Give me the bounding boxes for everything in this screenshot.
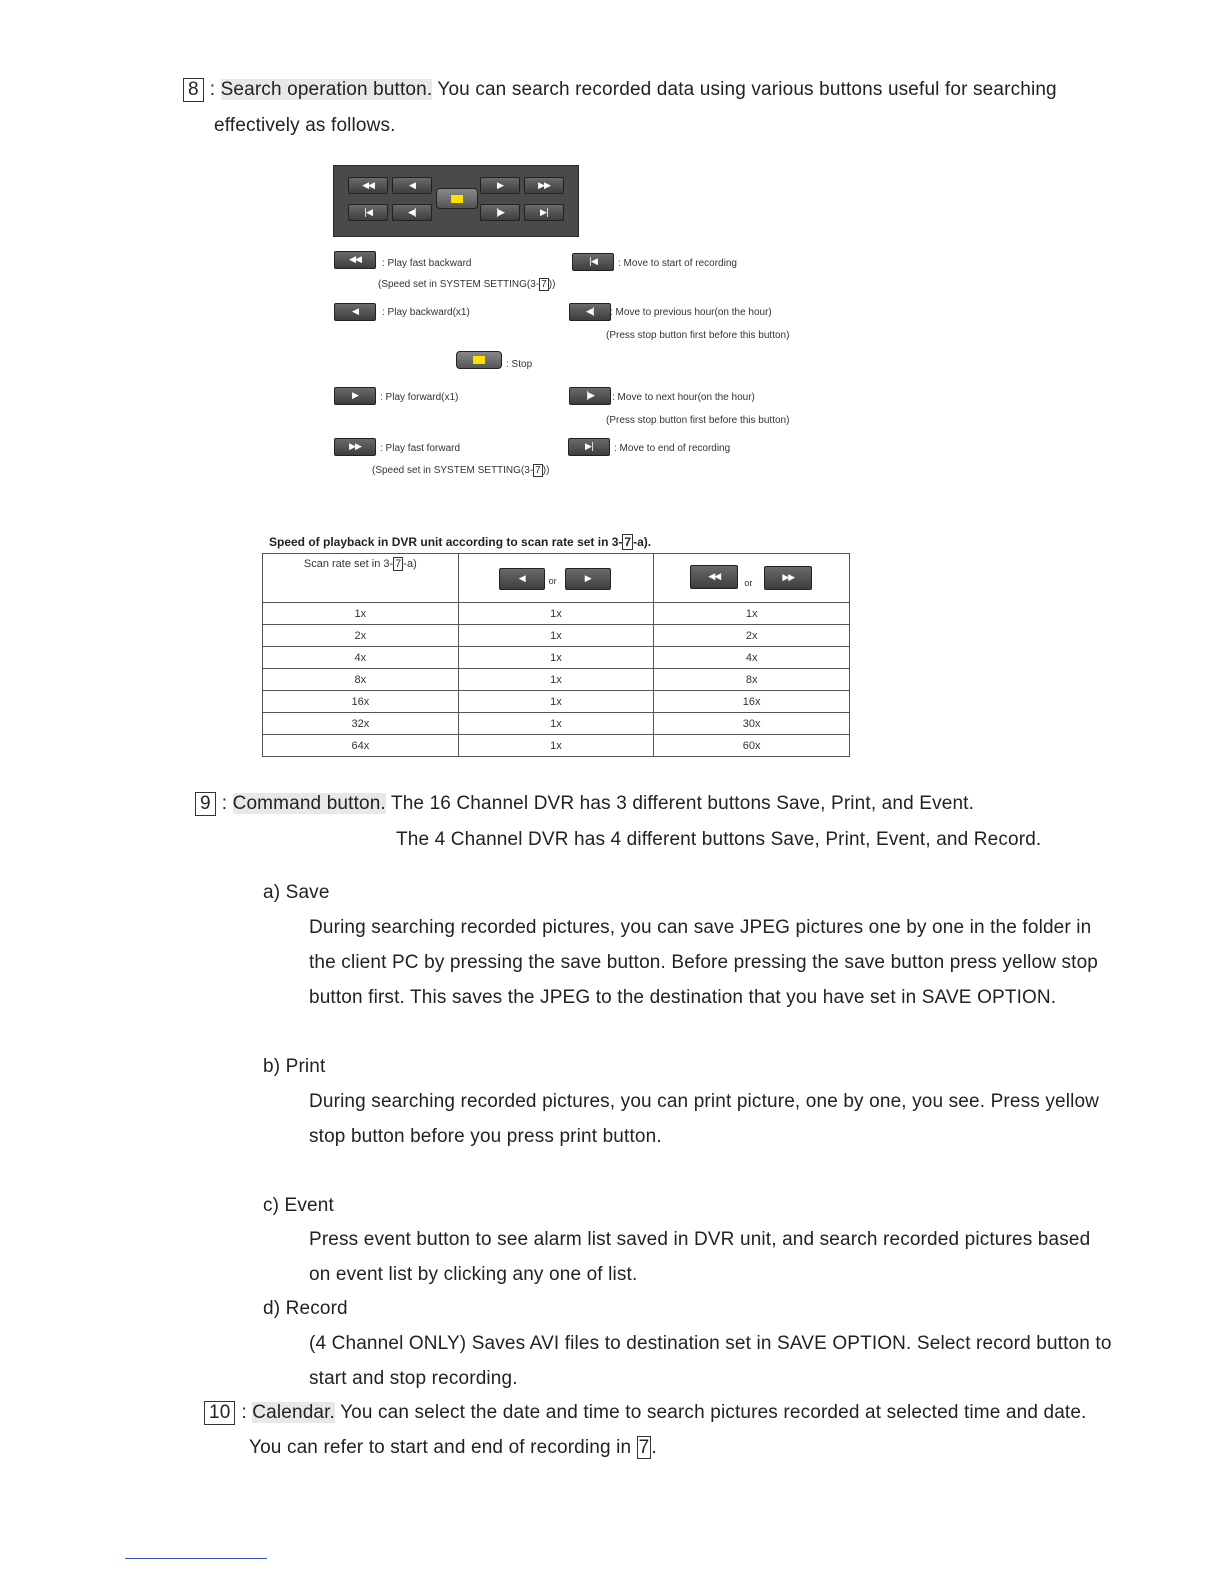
legend-fast-forward-note-end: )): [542, 465, 550, 476]
speed-table-caption: [269, 535, 651, 549]
legend-fast-forward-note-text: (Speed set in SYSTEM SETTING(3-: [372, 465, 534, 476]
footnote-divider: [125, 1558, 267, 1559]
table-cell: 2x: [654, 625, 850, 647]
table-cell: 1x: [654, 603, 850, 625]
item10-number: 10: [204, 1401, 235, 1425]
fast-forward-icon[interactable]: ▶▶: [524, 177, 564, 194]
legend-fast-forward-icon: ▶▶: [334, 438, 376, 456]
print-line: During searching recorded pictures, you can print picture, one by one, you see. Press yellow: [309, 1091, 1100, 1112]
item8-line1: 8 : Search operation button. You can search recorded data using various buttons useful for searching: [183, 72, 1057, 107]
legend-fast-backward: : Play fast backward: [382, 258, 472, 269]
table-cell: 8x: [654, 669, 850, 691]
table-cell: 16x: [263, 691, 459, 713]
legend-go-start-icon: |◀: [572, 253, 614, 271]
table-cell: 60x: [654, 735, 850, 757]
legend-next-hour-note: (Press stop button first before this button): [606, 415, 790, 426]
table-cell: 8x: [263, 669, 459, 691]
table-cell: 64x: [263, 735, 459, 757]
save-line: the client PC by pressing the save button. Before pressing the save button press yellow stop: [309, 952, 1099, 973]
table-cell: 32x: [263, 713, 459, 735]
legend-fast-forward-note: [372, 465, 549, 476]
header-fast-play: [654, 554, 850, 603]
header-play-forward-icon: ▶: [565, 568, 611, 590]
legend-fast-backward-note: [378, 279, 555, 290]
table-cell: 1x: [263, 603, 459, 625]
header-normal-play: [458, 554, 654, 603]
legend-prev-hour-icon: ◀|: [569, 303, 611, 321]
event-line: on event list by clicking any one of list.: [309, 1264, 638, 1285]
legend-backward: : Play backward(x1): [382, 307, 470, 318]
record-line: (4 Channel ONLY) Saves AVI files to destination set in SAVE OPTION. Select record button to: [309, 1333, 1112, 1354]
item10-line1: 10 : Calendar. You can select the date and time to search pictures recorded at selected time and date.: [204, 1395, 1086, 1430]
legend-play-forward-icon: ▶: [334, 387, 376, 405]
header-or-2: or: [744, 578, 753, 588]
table-cell: 1x: [458, 603, 654, 625]
item9-line1: 9 : Command button. The 16 Channel DVR has 3 different buttons Save, Print, and Event.: [195, 786, 974, 821]
item10-line2: [249, 1430, 657, 1465]
table-row: [263, 647, 850, 669]
table-row: [263, 735, 850, 757]
legend-stop-icon: [456, 351, 502, 369]
item9-number: 9: [195, 792, 216, 816]
prev-hour-icon[interactable]: ◀|: [392, 204, 432, 221]
rewind-icon[interactable]: ◀◀: [348, 177, 388, 194]
item9-title: Command button.: [232, 793, 386, 814]
header-text: Scan rate set in 3-: [303, 558, 394, 570]
table-row: [263, 669, 850, 691]
table-cell: 1x: [458, 625, 654, 647]
save-line: During searching recorded pictures, you can save JPEG pictures one by one in the folder in: [309, 917, 1092, 938]
legend-go-end-icon: ▶|: [568, 438, 610, 456]
table-cell: 1x: [458, 713, 654, 735]
item10-text: You can select the date and time to search pictures recorded at selected time and date.: [340, 1402, 1087, 1423]
legend-next-hour-icon: |▶: [569, 387, 611, 405]
ref-box: 7: [535, 465, 541, 476]
header-rewind-icon: ◀◀: [690, 565, 738, 589]
print-line: stop button before you press print button.: [309, 1126, 662, 1147]
event-line: Press event button to see alarm list saved in DVR unit, and search recorded pictures based: [309, 1229, 1091, 1250]
save-heading: a) Save: [263, 882, 330, 903]
table-cell: 4x: [263, 647, 459, 669]
legend-play-backward-icon: ◀: [334, 303, 376, 321]
go-end-icon[interactable]: ▶|: [524, 204, 564, 221]
legend-end: : Move to end of recording: [614, 443, 731, 454]
legend-prev-hour: : Move to previous hour(on the hour): [610, 307, 772, 318]
table-cell: 16x: [654, 691, 850, 713]
item8-text: You can search recorded data using various buttons useful for searching: [437, 79, 1057, 100]
ref-box: 7: [395, 558, 402, 570]
legend-stop: : Stop: [506, 359, 533, 370]
header-end: -a): [403, 558, 417, 570]
caption-text: Speed of playback in DVR unit according to scan rate set in 3-: [269, 535, 623, 549]
next-hour-icon[interactable]: |▶: [480, 204, 520, 221]
legend-prev-hour-note: (Press stop button first before this button): [606, 330, 790, 341]
item10-ref: 7: [638, 1437, 650, 1458]
table-cell: 1x: [458, 647, 654, 669]
event-heading: c) Event: [263, 1195, 334, 1216]
save-line: button first. This saves the JPEG to the destination that you have set in SAVE OPTION.: [309, 987, 1057, 1008]
legend-forward: : Play forward(x1): [380, 392, 459, 403]
record-line: start and stop recording.: [309, 1368, 518, 1389]
ref-box: 7: [624, 535, 632, 549]
stop-button-icon[interactable]: [436, 188, 478, 209]
legend-start: : Move to start of recording: [618, 258, 737, 269]
header-play-backward-icon: ◀: [499, 568, 545, 590]
legend-fast-backward-note-end: )): [548, 279, 556, 290]
header-scan-rate: [263, 554, 459, 603]
search-control-panel: [333, 165, 579, 237]
record-heading: d) Record: [263, 1298, 348, 1319]
table-row: [263, 713, 850, 735]
table-cell: 1x: [458, 735, 654, 757]
table-row: [263, 625, 850, 647]
item9-line2: The 4 Channel DVR has 4 different buttons Save, Print, Event, and Record.: [396, 829, 1042, 850]
table-cell: 1x: [458, 691, 654, 713]
table-cell: 2x: [263, 625, 459, 647]
table-cell: 4x: [654, 647, 850, 669]
table-row: [263, 691, 850, 713]
item9-text: The 16 Channel DVR has 3 different buttons Save, Print, and Event.: [390, 793, 975, 814]
item10-text2: You can refer to start and end of recording in: [249, 1437, 632, 1458]
header-or: or: [548, 576, 557, 586]
play-backward-icon[interactable]: ◀: [392, 177, 432, 194]
item8-number: 8: [183, 78, 204, 102]
item8-title: Search operation button.: [220, 79, 433, 100]
speed-table: [262, 553, 850, 757]
table-cell: 1x: [458, 669, 654, 691]
item10-title: Calendar.: [252, 1402, 335, 1423]
legend-fast-backward-note-text: (Speed set in SYSTEM SETTING(3-: [378, 279, 540, 290]
ref-box: 7: [541, 279, 547, 290]
item8-line2: effectively as follows.: [214, 115, 396, 136]
legend-rewind-icon: ◀◀: [334, 251, 376, 269]
print-heading: b) Print: [263, 1056, 326, 1077]
item10-text2-end: .: [651, 1437, 657, 1458]
table-row: [263, 603, 850, 625]
legend-next-hour: : Move to next hour(on the hour): [612, 392, 755, 403]
go-start-icon[interactable]: |◀: [348, 204, 388, 221]
legend-fast-forward: : Play fast forward: [380, 443, 461, 454]
table-cell: 30x: [654, 713, 850, 735]
caption-end: -a).: [633, 535, 652, 549]
table-header-row: [263, 554, 850, 603]
play-forward-icon[interactable]: ▶: [480, 177, 520, 194]
header-fast-forward-icon: ▶▶: [764, 566, 812, 590]
